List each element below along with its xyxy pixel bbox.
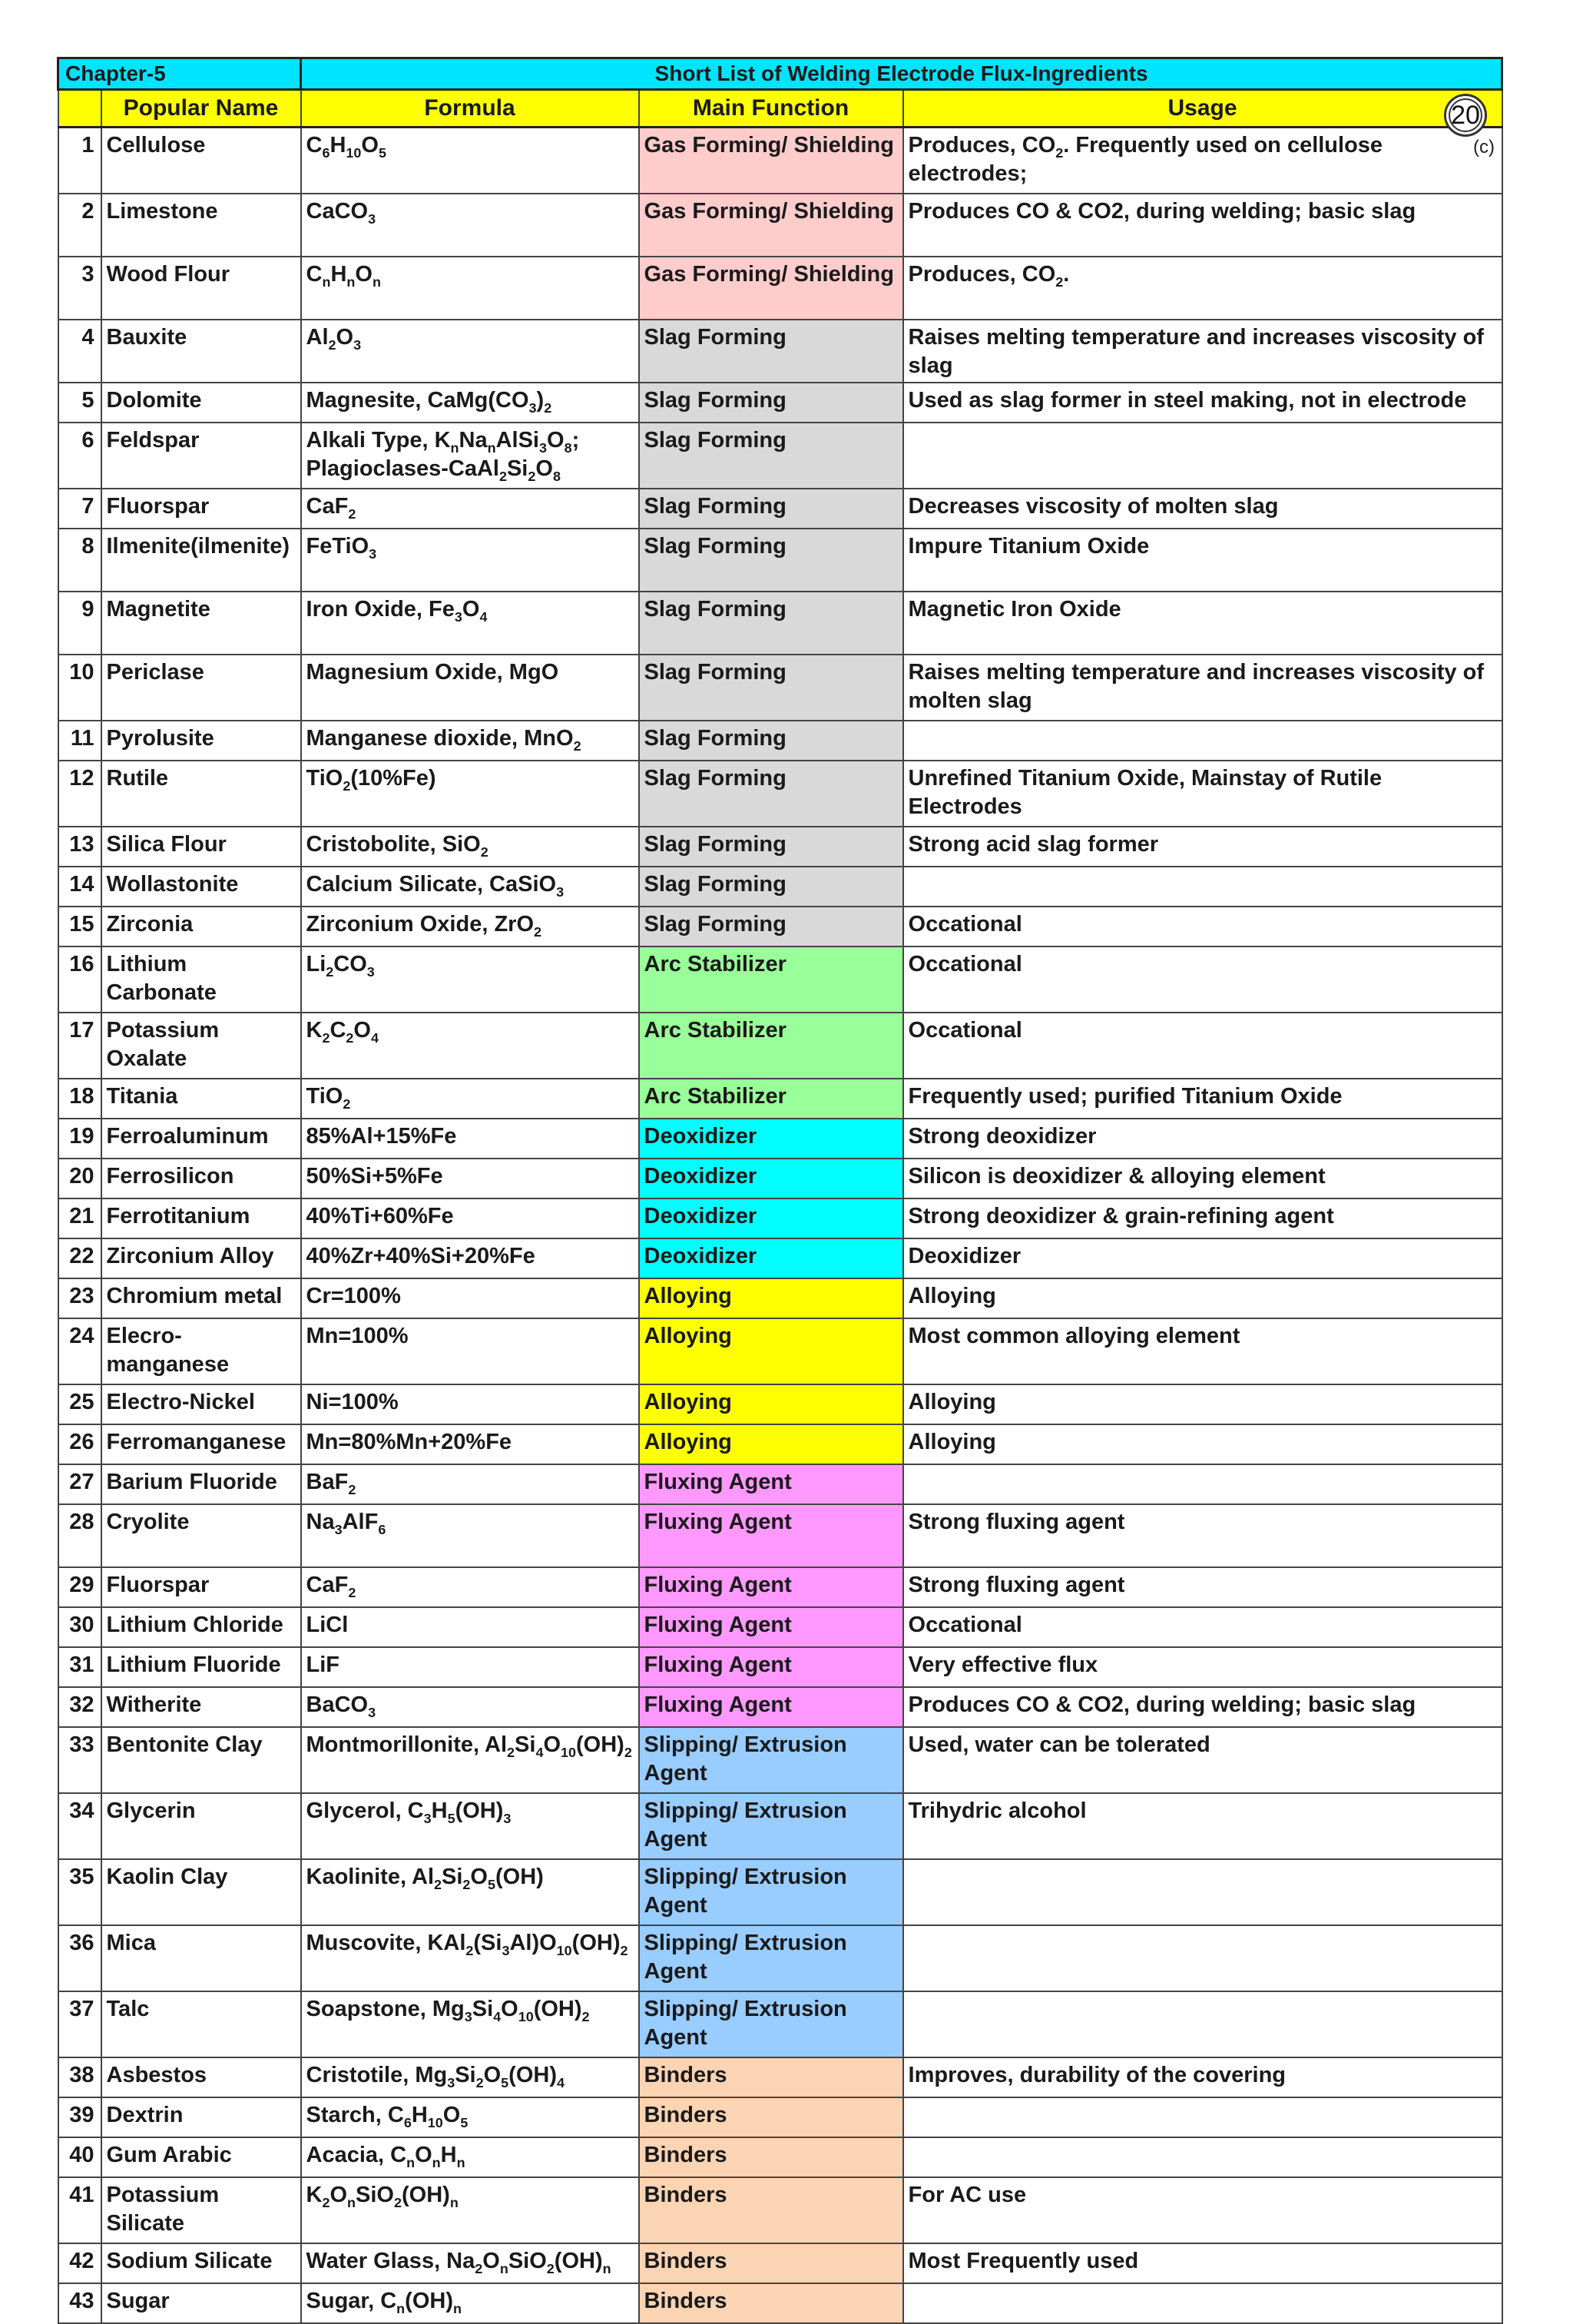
row-number: 10: [58, 655, 101, 721]
formula-cell: $K_2O_nSiO_2(OH)_n$: [301, 2177, 639, 2243]
main-function-cell: Slag Forming: [639, 721, 903, 761]
usage-cell: Occational: [903, 907, 1502, 947]
popular-name-cell: Periclase: [101, 655, 301, 721]
usage-cell: Produces, $CO_2$.: [903, 257, 1502, 320]
row-number: 17: [58, 1013, 101, 1079]
table-row: [58, 1687, 1502, 1727]
table-row: [58, 1793, 1502, 1859]
row-number: 30: [58, 1607, 101, 1647]
usage-cell: Alloying: [903, 1384, 1502, 1424]
table-row: [58, 1079, 1502, 1119]
table-row: [58, 1278, 1502, 1318]
usage-cell: [903, 423, 1502, 489]
table-row: [58, 1159, 1502, 1198]
usage-cell: Strong fluxing agent: [903, 1504, 1502, 1567]
row-number: 11: [58, 721, 101, 761]
table-row: [58, 1607, 1502, 1647]
row-number: 31: [58, 1647, 101, 1687]
main-function-cell: Deoxidizer: [639, 1119, 903, 1159]
formula-cell: TiO$_2$: [301, 1079, 639, 1119]
usage-cell: [903, 721, 1502, 761]
popular-name-cell: Talc: [101, 1991, 301, 2057]
popular-name-cell: Wollastonite: [101, 867, 301, 907]
popular-name-cell: Ferroaluminum: [101, 1119, 301, 1159]
header-usage: Usage: [903, 90, 1502, 128]
usage-cell: Strong deoxidizer & grain-refining agent: [903, 1198, 1502, 1238]
row-number: 25: [58, 1384, 101, 1424]
main-function-cell: Slag Forming: [639, 320, 903, 383]
formula-cell: CaF$_2$: [301, 1567, 639, 1607]
usage-cell: Impure Titanium Oxide: [903, 529, 1502, 592]
popular-name-cell: Ilmenite(ilmenite): [101, 529, 301, 592]
usage-cell: Raises melting temperature and increases viscosity of slag: [903, 320, 1502, 383]
table-row: [58, 721, 1502, 761]
row-number: 7: [58, 489, 101, 529]
main-function-cell: Slipping/ Extrusion Agent: [639, 1859, 903, 1925]
formula-cell: CaF$_2$: [301, 489, 639, 529]
main-function-cell: Slag Forming: [639, 827, 903, 867]
popular-name-cell: Potassium Silicate: [101, 2177, 301, 2243]
row-number: 24: [58, 1318, 101, 1384]
row-number: 33: [58, 1727, 101, 1793]
header-formula: Formula: [301, 90, 639, 128]
main-function-cell: Gas Forming/ Shielding: [639, 257, 903, 320]
formula-cell: Muscovite, $KAl_2(Si_3Al)O_{10}(OH)_2$: [301, 1925, 639, 1991]
row-number: 20: [58, 1159, 101, 1198]
main-function-cell: Fluxing Agent: [639, 1607, 903, 1647]
table-row: [58, 257, 1502, 320]
formula-cell: Zirconium Oxide, ZrO$_2$: [301, 907, 639, 947]
popular-name-cell: Lithium Carbonate: [101, 947, 301, 1013]
table-row: [58, 320, 1502, 383]
popular-name-cell: Cellulose: [101, 128, 301, 194]
popular-name-cell: Bauxite: [101, 320, 301, 383]
table-row: [58, 1567, 1502, 1607]
popular-name-cell: Lithium Chloride: [101, 1607, 301, 1647]
main-function-cell: Fluxing Agent: [639, 1464, 903, 1504]
row-number: 19: [58, 1119, 101, 1159]
main-function-cell: Binders: [639, 2283, 903, 2323]
formula-cell: Cristobolite, SiO$_2$: [301, 827, 639, 867]
row-number: 15: [58, 907, 101, 947]
formula-cell: Montmorillonite, $Al_2Si_4O_{10}(OH)_2$: [301, 1727, 639, 1793]
table-title: Short List of Welding Electrode Flux-Ingredients: [301, 58, 1502, 90]
table-row: [58, 1384, 1502, 1424]
popular-name-cell: Chromium metal: [101, 1278, 301, 1318]
table-row: [58, 592, 1502, 655]
popular-name-cell: Glycerin: [101, 1793, 301, 1859]
row-number: 12: [58, 761, 101, 827]
title-row: [58, 58, 1502, 90]
main-function-cell: Slipping/ Extrusion Agent: [639, 1925, 903, 1991]
usage-cell: [903, 1859, 1502, 1925]
usage-cell: Deoxidizer: [903, 1238, 1502, 1278]
row-number: 14: [58, 867, 101, 907]
main-function-cell: Slag Forming: [639, 761, 903, 827]
table-row: [58, 2137, 1502, 2177]
main-function-cell: Binders: [639, 2243, 903, 2283]
popular-name-cell: Silica Flour: [101, 827, 301, 867]
main-function-cell: Gas Forming/ Shielding: [639, 194, 903, 257]
table-row: [58, 655, 1502, 721]
usage-cell: Frequently used; purified Titanium Oxide: [903, 1079, 1502, 1119]
row-number: 28: [58, 1504, 101, 1567]
usage-cell: Alloying: [903, 1424, 1502, 1464]
main-function-cell: Slag Forming: [639, 655, 903, 721]
usage-cell: Used as slag former in steel making, not in electrode: [903, 383, 1502, 423]
table-row: [58, 1119, 1502, 1159]
popular-name-cell: Barium Fluoride: [101, 1464, 301, 1504]
formula-cell: $Al_2O_3$: [301, 320, 639, 383]
popular-name-cell: Zirconium Alloy: [101, 1238, 301, 1278]
page-number-badge: [1444, 94, 1487, 137]
usage-cell: [903, 1464, 1502, 1504]
usage-cell: Produces CO & CO2, during welding; basic slag: [903, 1687, 1502, 1727]
usage-cell: Alloying: [903, 1278, 1502, 1318]
popular-name-cell: Zirconia: [101, 907, 301, 947]
usage-cell: [903, 1991, 1502, 2057]
main-function-cell: Alloying: [639, 1424, 903, 1464]
main-function-cell: Slipping/ Extrusion Agent: [639, 1727, 903, 1793]
table-row: [58, 1647, 1502, 1687]
popular-name-cell: Asbestos: [101, 2057, 301, 2097]
main-function-cell: Slag Forming: [639, 383, 903, 423]
header-popular-name: Popular Name: [101, 90, 301, 128]
formula-cell: $K_2C_2O_4$: [301, 1013, 639, 1079]
main-function-cell: Slipping/ Extrusion Agent: [639, 1793, 903, 1859]
popular-name-cell: Cryolite: [101, 1504, 301, 1567]
formula-cell: BaCO$_3$: [301, 1687, 639, 1727]
formula-cell: 50%Si+5%Fe: [301, 1159, 639, 1198]
table-row: [58, 1504, 1502, 1567]
row-number: 42: [58, 2243, 101, 2283]
main-function-cell: Slag Forming: [639, 867, 903, 907]
corner-mark: (c): [1473, 137, 1495, 157]
row-number: 2: [58, 194, 101, 257]
main-function-cell: Arc Stabilizer: [639, 1013, 903, 1079]
popular-name-cell: Limestone: [101, 194, 301, 257]
table-row: [58, 1238, 1502, 1278]
formula-cell: Magnesium Oxide, MgO: [301, 655, 639, 721]
table-row: [58, 423, 1502, 489]
formula-cell: CaCO$_3$: [301, 194, 639, 257]
table-row: [58, 2283, 1502, 2323]
row-number: 23: [58, 1278, 101, 1318]
formula-cell: Starch, $C_6H_{10}O_5$: [301, 2097, 639, 2137]
formula-cell: Ni=100%: [301, 1384, 639, 1424]
usage-cell: Occational: [903, 1607, 1502, 1647]
formula-cell: 40%Zr+40%Si+20%Fe: [301, 1238, 639, 1278]
header-number: [58, 90, 101, 128]
usage-cell: [903, 867, 1502, 907]
table-row: [58, 2097, 1502, 2137]
row-number: 9: [58, 592, 101, 655]
table-row: [58, 128, 1502, 194]
formula-cell: FeTiO$_3$: [301, 529, 639, 592]
row-number: 37: [58, 1991, 101, 2057]
row-number: 41: [58, 2177, 101, 2243]
row-number: 40: [58, 2137, 101, 2177]
formula-cell: $C_6H_{10}O_5$: [301, 128, 639, 194]
usage-cell: [903, 2283, 1502, 2323]
page-number: 20: [1449, 98, 1482, 132]
usage-cell: [903, 2097, 1502, 2137]
flux-ingredients-table: [57, 57, 1503, 2324]
table-row: [58, 867, 1502, 907]
formula-cell: Cr=100%: [301, 1278, 639, 1318]
row-number: 3: [58, 257, 101, 320]
header-row: [58, 90, 1502, 128]
usage-cell: Silicon is deoxidizer & alloying element: [903, 1159, 1502, 1198]
main-function-cell: Fluxing Agent: [639, 1567, 903, 1607]
formula-cell: Manganese dioxide, MnO$_2$: [301, 721, 639, 761]
usage-cell: Unrefined Titanium Oxide, Mainstay of Rutile Electrodes: [903, 761, 1502, 827]
table-row: [58, 1013, 1502, 1079]
main-function-cell: Alloying: [639, 1278, 903, 1318]
row-number: 16: [58, 947, 101, 1013]
formula-cell: LiF: [301, 1647, 639, 1687]
popular-name-cell: Witherite: [101, 1687, 301, 1727]
popular-name-cell: Rutile: [101, 761, 301, 827]
main-function-cell: Arc Stabilizer: [639, 947, 903, 1013]
usage-cell: For AC use: [903, 2177, 1502, 2243]
main-function-cell: Slipping/ Extrusion Agent: [639, 1991, 903, 2057]
popular-name-cell: Potassium Oxalate: [101, 1013, 301, 1079]
popular-name-cell: Lithium Fluoride: [101, 1647, 301, 1687]
row-number: 8: [58, 529, 101, 592]
formula-cell: Glycerol, $C_3H_5(OH)_3$: [301, 1793, 639, 1859]
row-number: 6: [58, 423, 101, 489]
formula-cell: $Li_2CO_3$: [301, 947, 639, 1013]
formula-cell: Mn=80%Mn+20%Fe: [301, 1424, 639, 1464]
formula-cell: TiO$_2$(10%Fe): [301, 761, 639, 827]
formula-cell: 85%Al+15%Fe: [301, 1119, 639, 1159]
table-row: [58, 1925, 1502, 1991]
main-function-cell: Deoxidizer: [639, 1238, 903, 1278]
formula-cell: LiCl: [301, 1607, 639, 1647]
popular-name-cell: Sodium Silicate: [101, 2243, 301, 2283]
main-function-cell: Slag Forming: [639, 592, 903, 655]
usage-cell: Strong acid slag former: [903, 827, 1502, 867]
popular-name-cell: Elecro-manganese: [101, 1318, 301, 1384]
main-function-cell: Deoxidizer: [639, 1198, 903, 1238]
usage-cell: Trihydric alcohol: [903, 1793, 1502, 1859]
usage-cell: Improves, durability of the covering: [903, 2057, 1502, 2097]
main-function-cell: Alloying: [639, 1318, 903, 1384]
usage-cell: Used, water can be tolerated: [903, 1727, 1502, 1793]
formula-cell: Cristotile, $Mg_3Si_2O_5(OH)_4$: [301, 2057, 639, 2097]
table-row: [58, 2177, 1502, 2243]
popular-name-cell: Dextrin: [101, 2097, 301, 2137]
formula-cell: 40%Ti+60%Fe: [301, 1198, 639, 1238]
formula-cell: Sugar, $C_n(OH)_n$: [301, 2283, 639, 2323]
row-number: 36: [58, 1925, 101, 1991]
row-number: 22: [58, 1238, 101, 1278]
popular-name-cell: Feldspar: [101, 423, 301, 489]
popular-name-cell: Ferromanganese: [101, 1424, 301, 1464]
main-function-cell: Gas Forming/ Shielding: [639, 128, 903, 194]
formula-cell: Calcium Silicate, CaSiO$_3$: [301, 867, 639, 907]
table-row: [58, 1464, 1502, 1504]
chapter-label: Chapter-5: [58, 58, 301, 90]
row-number: 39: [58, 2097, 101, 2137]
table-row: [58, 1198, 1502, 1238]
table-row: [58, 947, 1502, 1013]
main-function-cell: Deoxidizer: [639, 1159, 903, 1198]
table-row: [58, 1318, 1502, 1384]
main-function-cell: Binders: [639, 2097, 903, 2137]
popular-name-cell: Gum Arabic: [101, 2137, 301, 2177]
popular-name-cell: Sugar: [101, 2283, 301, 2323]
row-number: 43: [58, 2283, 101, 2323]
row-number: 27: [58, 1464, 101, 1504]
table-row: [58, 2243, 1502, 2283]
row-number: 29: [58, 1567, 101, 1607]
popular-name-cell: Ferrosilicon: [101, 1159, 301, 1198]
popular-name-cell: Wood Flour: [101, 257, 301, 320]
main-function-cell: Binders: [639, 2057, 903, 2097]
formula-cell: Acacia, $C_nO_nH_n$: [301, 2137, 639, 2177]
formula-cell: $C_nH_nO_n$: [301, 257, 639, 320]
usage-cell: Strong deoxidizer: [903, 1119, 1502, 1159]
table-row: [58, 489, 1502, 529]
formula-cell: Magnesite, $CaMg(CO_3)_2$: [301, 383, 639, 423]
popular-name-cell: Mica: [101, 1925, 301, 1991]
usage-cell: Occational: [903, 947, 1502, 1013]
formula-cell: Water Glass, $Na_2O_nSiO_2(OH)_n$: [301, 2243, 639, 2283]
usage-cell: Most common alloying element: [903, 1318, 1502, 1384]
popular-name-cell: Titania: [101, 1079, 301, 1119]
table-row: [58, 827, 1502, 867]
main-function-cell: Slag Forming: [639, 423, 903, 489]
row-number: 18: [58, 1079, 101, 1119]
row-number: 21: [58, 1198, 101, 1238]
usage-cell: Produces CO & CO2, during welding; basic slag: [903, 194, 1502, 257]
popular-name-cell: Bentonite Clay: [101, 1727, 301, 1793]
table-row: [58, 1424, 1502, 1464]
row-number: 38: [58, 2057, 101, 2097]
main-function-cell: Binders: [639, 2137, 903, 2177]
main-function-cell: Slag Forming: [639, 907, 903, 947]
row-number: 1: [58, 128, 101, 194]
document-page: [57, 57, 1501, 2324]
table-row: [58, 2057, 1502, 2097]
row-number: 13: [58, 827, 101, 867]
table-row: [58, 907, 1502, 947]
popular-name-cell: Dolomite: [101, 383, 301, 423]
row-number: 32: [58, 1687, 101, 1727]
formula-cell: $Na_3AlF_6$: [301, 1504, 639, 1567]
popular-name-cell: Pyrolusite: [101, 721, 301, 761]
row-number: 4: [58, 320, 101, 383]
usage-cell: Occational: [903, 1013, 1502, 1079]
usage-cell: Produces, $CO_2$. Frequently used on cellulose electrodes;: [903, 128, 1502, 194]
table-row: [58, 383, 1502, 423]
table-row: [58, 529, 1502, 592]
formula-cell: Kaolinite, $Al_2Si_2O_5(OH)$: [301, 1859, 639, 1925]
usage-cell: Magnetic Iron Oxide: [903, 592, 1502, 655]
row-number: 35: [58, 1859, 101, 1925]
main-function-cell: Fluxing Agent: [639, 1647, 903, 1687]
main-function-cell: Slag Forming: [639, 529, 903, 592]
usage-cell: Most Frequently used: [903, 2243, 1502, 2283]
main-function-cell: Fluxing Agent: [639, 1504, 903, 1567]
table-row: [58, 1727, 1502, 1793]
main-function-cell: Binders: [639, 2177, 903, 2243]
table-row: [58, 761, 1502, 827]
row-number: 26: [58, 1424, 101, 1464]
usage-cell: [903, 2137, 1502, 2177]
popular-name-cell: Kaolin Clay: [101, 1859, 301, 1925]
row-number: 34: [58, 1793, 101, 1859]
table-row: [58, 194, 1502, 257]
formula-cell: Alkali Type, $K_nNa_nAlSi_3O_8$; Plagioclases-$CaAl_2Si_2O_8$: [301, 423, 639, 489]
popular-name-cell: Electro-Nickel: [101, 1384, 301, 1424]
popular-name-cell: Fluorspar: [101, 489, 301, 529]
usage-cell: Decreases viscosity of molten slag: [903, 489, 1502, 529]
formula-cell: BaF$_2$: [301, 1464, 639, 1504]
header-main-function: Main Function: [639, 90, 903, 128]
formula-cell: Mn=100%: [301, 1318, 639, 1384]
main-function-cell: Arc Stabilizer: [639, 1079, 903, 1119]
popular-name-cell: Fluorspar: [101, 1567, 301, 1607]
usage-cell: Raises melting temperature and increases viscosity of molten slag: [903, 655, 1502, 721]
main-function-cell: Fluxing Agent: [639, 1687, 903, 1727]
main-function-cell: Alloying: [639, 1384, 903, 1424]
table-row: [58, 1991, 1502, 2057]
popular-name-cell: Magnetite: [101, 592, 301, 655]
row-number: 5: [58, 383, 101, 423]
usage-cell: Very effective flux: [903, 1647, 1502, 1687]
usage-cell: [903, 1925, 1502, 1991]
table-row: [58, 1859, 1502, 1925]
formula-cell: Iron Oxide, $Fe_3O_4$: [301, 592, 639, 655]
main-function-cell: Slag Forming: [639, 489, 903, 529]
formula-cell: Soapstone, $Mg_3Si_4O_{10}(OH)_2$: [301, 1991, 639, 2057]
usage-cell: Strong fluxing agent: [903, 1567, 1502, 1607]
popular-name-cell: Ferrotitanium: [101, 1198, 301, 1238]
